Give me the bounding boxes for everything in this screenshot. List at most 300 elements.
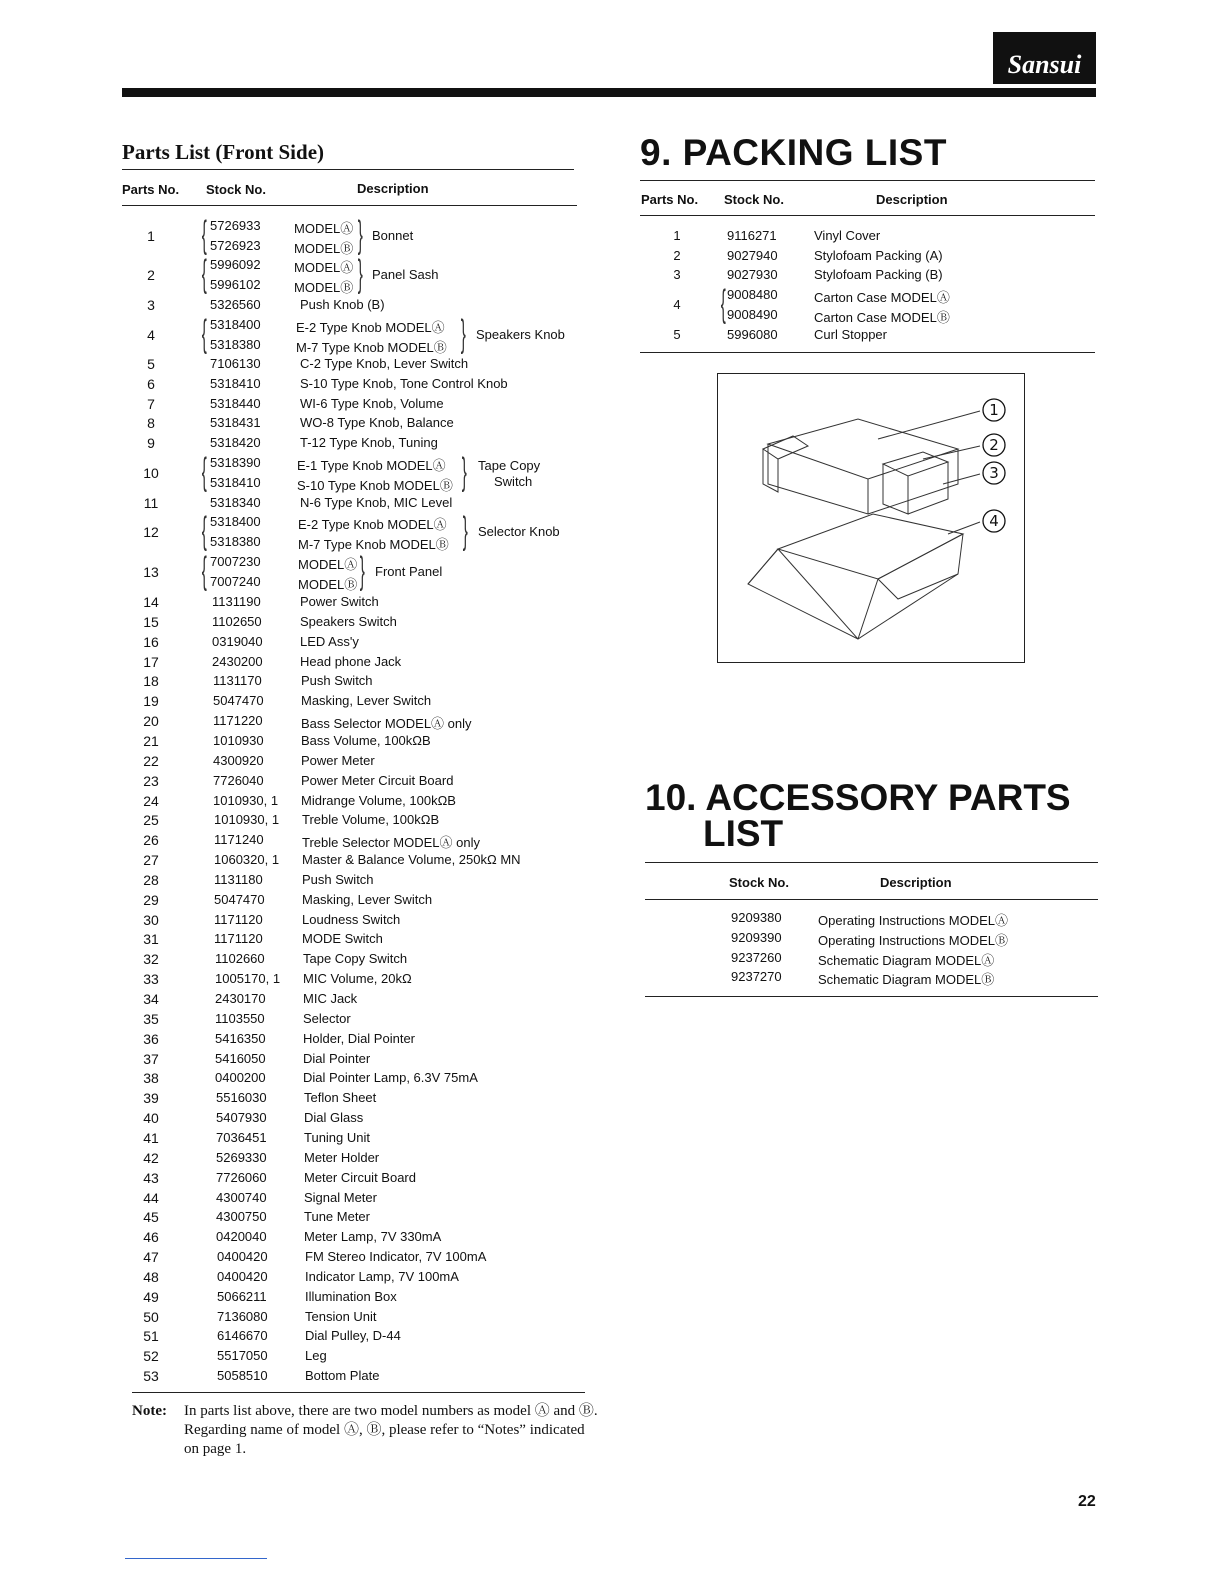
stock-no: 9116271 — [727, 228, 777, 243]
parts-no: 25 — [143, 812, 159, 829]
accessory-col-stock-no: Stock No. — [729, 875, 789, 890]
description: Head phone Jack — [300, 653, 402, 669]
divider — [645, 899, 1098, 900]
stock-no: 5047470 — [213, 693, 264, 709]
table-row — [122, 1150, 582, 1170]
parts-no: 27 — [143, 852, 159, 869]
description: Dial Pointer Lamp, 6.3V 75mA — [303, 1070, 478, 1086]
stock-no: 1010930 — [213, 732, 264, 748]
table-row — [122, 1031, 582, 1051]
stock-no: 5318390 — [210, 455, 261, 470]
parts-no: 24 — [143, 792, 159, 809]
parts-no: 34 — [143, 991, 159, 1007]
table-row — [122, 415, 582, 435]
stock-no: 1171240 — [214, 832, 264, 848]
description: Stylofoam Packing (B) — [814, 267, 943, 282]
parts-no: 2 — [673, 248, 681, 263]
stock-no: 5318410 — [210, 475, 261, 490]
parts-no: 35 — [143, 1010, 159, 1027]
note-text — [184, 1402, 602, 1459]
table-row — [122, 1328, 582, 1348]
description: E-2 Type Knob MODELⒶ — [298, 517, 447, 532]
description: T-12 Type Knob, Tuning — [300, 435, 438, 451]
parts-no: 4 — [147, 327, 155, 343]
group-label: Selector Knob — [478, 524, 560, 539]
stock-no: 5407930 — [216, 1110, 267, 1126]
table-row — [122, 297, 582, 317]
description: E-1 Type Knob MODELⒶ — [297, 458, 446, 473]
description: E-2 Type Knob MODELⒶ — [296, 320, 445, 335]
description: Illumination Box — [305, 1288, 397, 1304]
description: Dial Pointer — [303, 1050, 371, 1066]
divider — [640, 352, 1095, 353]
description: Operating Instructions MODELⒶ — [818, 913, 1009, 928]
table-row — [122, 912, 582, 932]
table-row — [122, 634, 582, 654]
description: FM Stereo Indicator, 7V 100mA — [305, 1249, 487, 1265]
brace-right: } — [461, 451, 467, 493]
description: Midrange Volume, 100kΩB — [301, 792, 456, 808]
note-line-2: Regarding name of model Ⓐ, Ⓑ, please refer to “Notes” indicated on page 1. — [184, 1422, 585, 1457]
table-row — [640, 267, 1095, 287]
parts-no: 49 — [143, 1288, 159, 1305]
table-row — [122, 1368, 582, 1388]
parts-no: 39 — [143, 1090, 159, 1107]
description: Meter Holder — [304, 1149, 380, 1165]
parts-no: 43 — [143, 1169, 159, 1186]
description: Bass Selector MODELⒶ only — [301, 716, 472, 732]
header-rule — [122, 88, 1096, 97]
packing-col-stock-no: Stock No. — [724, 192, 784, 207]
divider — [645, 996, 1098, 997]
stock-no: 9027940 — [727, 248, 778, 263]
stock-no: 1171120 — [214, 931, 263, 947]
table-row — [122, 1309, 582, 1329]
parts-no: 29 — [143, 891, 159, 908]
table-row — [122, 614, 582, 634]
stock-no: 1131170 — [213, 673, 262, 689]
description: MODELⒶ — [294, 260, 354, 275]
col-header-stock-no: Stock No. — [206, 182, 266, 197]
table-row — [645, 969, 1100, 989]
stock-no: 5318380 — [210, 534, 261, 549]
table-row — [122, 1011, 582, 1031]
stock-no: 7726040 — [213, 772, 264, 788]
table-row — [122, 1070, 582, 1090]
table-row — [640, 248, 1095, 268]
divider — [122, 169, 574, 170]
stock-no: 5996080 — [727, 327, 778, 342]
description: LED Ass'y — [300, 633, 359, 649]
parts-no: 50 — [143, 1308, 159, 1325]
table-row — [122, 495, 582, 515]
stock-no: 1102650 — [212, 613, 262, 629]
table-row — [640, 307, 1095, 327]
description: N-6 Type Knob, MIC Level — [300, 495, 453, 510]
description: Dial Pulley, D-44 — [305, 1328, 401, 1344]
description: MODELⒷ — [294, 241, 354, 256]
table-row — [122, 753, 582, 773]
stock-no: 9008490 — [727, 307, 778, 322]
group-label: Bonnet — [372, 228, 414, 243]
description: Push Switch — [301, 673, 373, 689]
description: Schematic Diagram MODELⒷ — [818, 972, 995, 988]
parts-no: 5 — [147, 356, 155, 372]
stock-no: 1060320, 1 — [214, 852, 280, 868]
parts-no: 12 — [143, 524, 159, 540]
parts-no: 44 — [143, 1189, 159, 1206]
table-row-group — [122, 510, 582, 554]
table-row — [122, 1348, 582, 1368]
description: Bottom Plate — [305, 1368, 380, 1384]
stock-no: 5269330 — [216, 1149, 267, 1165]
divider — [640, 180, 1095, 181]
table-row — [122, 951, 582, 971]
parts-no: 3 — [147, 297, 155, 313]
stock-no: 7007240 — [210, 574, 261, 589]
table-row — [122, 892, 582, 912]
description: MODELⒶ — [298, 557, 358, 572]
parts-no: 23 — [143, 772, 159, 789]
table-row — [122, 991, 582, 1011]
table-row — [122, 1130, 582, 1150]
group-label: Tape Copy — [478, 458, 541, 473]
description: WO-8 Type Knob, Balance — [300, 415, 454, 431]
stock-no: 9237270 — [731, 969, 782, 985]
table-row — [122, 872, 582, 892]
stock-no: 7726060 — [216, 1169, 267, 1185]
parts-no: 31 — [143, 931, 159, 948]
description: Tuning Unit — [304, 1129, 370, 1145]
stock-no: 5516030 — [216, 1090, 267, 1106]
table-row — [645, 950, 1100, 970]
parts-no: 41 — [143, 1129, 159, 1146]
stock-no: 5416050 — [215, 1050, 266, 1066]
table-row — [122, 435, 582, 455]
stock-no: 5066211 — [217, 1288, 267, 1304]
description: Operating Instructions MODELⒷ — [818, 932, 1009, 948]
description: Power Switch — [300, 594, 379, 609]
brace-left: { — [201, 253, 207, 295]
group-label: Panel Sash — [372, 267, 439, 282]
table-row — [122, 396, 582, 416]
group-label: Front Panel — [375, 564, 443, 579]
stock-no: 1010930, 1 — [213, 792, 279, 808]
description: Bass Volume, 100kΩB — [301, 732, 431, 748]
brace-left: { — [201, 451, 207, 493]
stock-no: 0420040 — [216, 1229, 267, 1245]
stock-no: 4300740 — [216, 1189, 267, 1205]
description: Power Meter Circuit Board — [301, 772, 454, 788]
parts-no: 42 — [143, 1149, 159, 1166]
table-row — [122, 1051, 582, 1071]
group-label: Speakers Knob — [476, 327, 565, 342]
stock-no: 5318410 — [210, 375, 261, 391]
brace-left: { — [201, 214, 207, 256]
brace-right: } — [357, 214, 363, 256]
table-row — [122, 1229, 582, 1249]
divider — [640, 215, 1095, 216]
description: MIC Volume, 20kΩ — [303, 971, 412, 987]
table-row — [122, 1249, 582, 1269]
table-row — [122, 594, 582, 614]
description: Carton Case MODELⒷ — [814, 310, 950, 325]
table-row — [645, 910, 1100, 930]
stock-no: 7036451 — [216, 1129, 267, 1145]
table-row — [122, 832, 582, 852]
stock-no: 5318440 — [210, 395, 261, 411]
table-row — [122, 1090, 582, 1110]
table-row — [122, 654, 582, 674]
parts-no: 37 — [143, 1050, 159, 1067]
parts-no: 20 — [143, 713, 159, 730]
packing-col-description: Description — [876, 192, 948, 207]
description: Signal Meter — [304, 1189, 377, 1205]
description: Meter Circuit Board — [304, 1169, 416, 1185]
col-header-description: Description — [357, 181, 429, 196]
parts-no: 48 — [143, 1268, 159, 1285]
accessory-title-line-1: 10. ACCESSORY PARTS — [645, 777, 1071, 818]
parts-no: 13 — [143, 564, 159, 580]
parts-no: 26 — [143, 832, 159, 849]
parts-no: 28 — [143, 871, 159, 888]
table-row-group — [122, 451, 582, 495]
callout-1-label: 1 — [989, 401, 999, 419]
brand-text: Sansui — [1007, 50, 1082, 79]
description: Power Meter — [301, 752, 375, 768]
table-row-group — [122, 550, 582, 594]
brand-logo — [993, 32, 1096, 84]
parts-no: 2 — [147, 267, 155, 283]
description: Tape Copy Switch — [303, 951, 408, 967]
description: Push Knob (B) — [300, 297, 385, 312]
stock-no: 9027930 — [727, 267, 778, 282]
parts-no: 51 — [143, 1328, 159, 1345]
stock-no: 5996102 — [210, 277, 261, 292]
stock-no: 5058510 — [217, 1368, 268, 1384]
note-line-1: In parts list above, there are two model numbers as model Ⓐ and Ⓑ. — [184, 1403, 598, 1419]
description: Dial Glass — [304, 1110, 364, 1126]
parts-no: 45 — [143, 1209, 159, 1226]
accessory-title-line-2: LIST — [703, 813, 784, 854]
table-row — [122, 1190, 582, 1210]
table-row — [122, 931, 582, 951]
table-row — [122, 1289, 582, 1309]
stock-no: 1102660 — [215, 951, 265, 967]
callout-2-label: 2 — [989, 436, 999, 454]
stock-no: 1010930, 1 — [214, 812, 280, 828]
stock-no: 5318400 — [210, 514, 261, 529]
table-row — [122, 693, 582, 713]
description: Tune Meter — [304, 1209, 370, 1225]
stock-no: 1131180 — [214, 871, 263, 887]
stock-no: 9209390 — [731, 929, 782, 945]
table-row-group — [122, 214, 582, 258]
parts-no: 21 — [143, 732, 159, 749]
description: Treble Selector MODELⒶ only — [302, 835, 480, 851]
description: Teflon Sheet — [304, 1090, 377, 1106]
table-row-group — [122, 313, 582, 357]
accessory-list-title — [645, 777, 1071, 854]
parts-no: 47 — [143, 1249, 159, 1266]
parts-no: 1 — [147, 228, 155, 244]
stock-no: 5996092 — [210, 257, 261, 272]
description: MODELⒷ — [294, 280, 354, 295]
table-row — [122, 713, 582, 733]
description: Treble Volume, 100kΩB — [302, 812, 440, 828]
parts-no: 16 — [143, 633, 159, 650]
parts-no: 36 — [143, 1030, 159, 1047]
table-row — [122, 1209, 582, 1229]
stock-no: 5318431 — [210, 415, 261, 431]
description: Vinyl Cover — [814, 228, 881, 243]
table-row — [640, 327, 1095, 347]
brace-right: } — [357, 253, 363, 295]
table-row — [122, 1269, 582, 1289]
callout-4-label: 4 — [989, 512, 999, 530]
description: Indicator Lamp, 7V 100mA — [305, 1268, 459, 1284]
brace-right: } — [359, 550, 365, 592]
table-row — [122, 793, 582, 813]
table-row — [122, 773, 582, 793]
parts-no: 19 — [143, 693, 159, 710]
brace-left: { — [201, 550, 207, 592]
parts-no: 3 — [673, 267, 681, 282]
parts-no: 11 — [143, 495, 159, 511]
table-row — [640, 228, 1095, 248]
table-row — [640, 287, 1095, 312]
parts-no: 10 — [143, 465, 159, 481]
stock-no: 7106130 — [210, 356, 261, 371]
parts-no: 30 — [143, 911, 159, 928]
stock-no: 0400420 — [217, 1268, 268, 1284]
description: Leg — [305, 1348, 327, 1364]
table-row — [122, 1110, 582, 1130]
stock-no: 7136080 — [217, 1308, 268, 1324]
divider — [122, 205, 577, 206]
parts-no: 40 — [143, 1110, 159, 1127]
description: Holder, Dial Pointer — [303, 1030, 415, 1046]
table-row — [645, 930, 1100, 950]
description: M-7 Type Knob MODELⒷ — [298, 537, 449, 552]
parts-no: 46 — [143, 1229, 159, 1246]
stock-no: 4300750 — [216, 1209, 267, 1225]
description: Masking, Lever Switch — [302, 891, 433, 907]
stock-no: 5318340 — [210, 495, 261, 510]
description: Meter Lamp, 7V 330mA — [304, 1229, 442, 1245]
stock-no: 0400420 — [217, 1249, 268, 1265]
description: Push Switch — [302, 871, 374, 887]
description: Selector — [303, 1010, 351, 1026]
stock-no: 5318400 — [210, 317, 261, 332]
group-label: Switch — [494, 474, 533, 489]
packing-illustration — [717, 373, 1025, 663]
brace-right: } — [462, 510, 468, 552]
note-label: Note: — [132, 1403, 167, 1419]
description: MODELⒶ — [294, 221, 354, 236]
stock-no: 1171220 — [213, 713, 263, 729]
table-row-group — [122, 253, 582, 297]
parts-no: 9 — [147, 435, 155, 452]
table-row — [122, 1170, 582, 1190]
description: MODE Switch — [302, 931, 383, 947]
stock-no: 5326560 — [210, 297, 261, 312]
stock-no: 2430170 — [215, 991, 266, 1006]
description: MIC Jack — [303, 991, 358, 1006]
description: Curl Stopper — [814, 327, 887, 342]
parts-list-title: Parts List (Front Side) — [122, 140, 325, 164]
description: Speakers Switch — [300, 613, 397, 629]
table-row — [122, 971, 582, 991]
parts-no: 53 — [143, 1368, 159, 1385]
parts-no: 52 — [143, 1348, 159, 1365]
stock-no: 5047470 — [214, 891, 265, 907]
stock-no: 9237260 — [731, 949, 782, 965]
parts-no: 32 — [143, 951, 159, 968]
parts-no: 5 — [673, 327, 681, 342]
table-row — [122, 376, 582, 396]
parts-no: 38 — [143, 1070, 159, 1087]
parts-no: 33 — [143, 971, 159, 988]
parts-no: 22 — [143, 752, 159, 769]
stock-no: 5318380 — [210, 337, 261, 352]
description: Carton Case MODELⒶ — [814, 290, 950, 305]
stock-no: 0400200 — [215, 1070, 266, 1086]
description: WI-6 Type Knob, Volume — [300, 395, 444, 411]
callout-3-label: 3 — [989, 464, 999, 482]
stock-no: 5318420 — [210, 435, 261, 451]
col-header-parts-no: Parts No. — [122, 182, 180, 197]
stock-no: 5517050 — [217, 1348, 268, 1364]
description: Loudness Switch — [302, 911, 401, 927]
brace-right: } — [460, 313, 466, 355]
stock-no: 7007230 — [210, 554, 261, 569]
parts-no: 6 — [147, 375, 155, 392]
packing-drawing — [718, 374, 1023, 661]
description: MODELⒷ — [298, 577, 358, 592]
divider — [645, 862, 1098, 863]
parts-no: 1 — [673, 228, 681, 243]
footer-line — [125, 1558, 267, 1559]
description: Masking, Lever Switch — [301, 693, 432, 709]
stock-no: 5726923 — [210, 238, 261, 253]
description: S-10 Type Knob MODELⒷ — [297, 478, 453, 493]
description: S-10 Type Knob, Tone Control Knob — [300, 375, 508, 391]
table-row — [122, 733, 582, 753]
description: Master & Balance Volume, 250kΩ MN — [302, 852, 521, 868]
stock-no: 1103550 — [215, 1010, 265, 1026]
stock-no: 1171120 — [214, 911, 263, 927]
stock-no: 5416350 — [215, 1030, 266, 1046]
description: C-2 Type Knob, Lever Switch — [300, 356, 469, 371]
parts-no: 7 — [147, 395, 155, 412]
description: Tension Unit — [305, 1308, 377, 1324]
brace-left: { — [720, 283, 726, 325]
accessory-col-description: Description — [880, 875, 952, 890]
divider — [132, 1392, 585, 1393]
parts-no: 18 — [143, 673, 159, 690]
stock-no: 9008480 — [727, 287, 778, 302]
table-row — [122, 356, 582, 376]
packing-list-title: 9. PACKING LIST — [640, 132, 947, 173]
parts-no: 4 — [673, 297, 681, 312]
packing-col-parts-no: Parts No. — [641, 192, 699, 207]
parts-no: 17 — [143, 653, 159, 670]
brace-left: { — [201, 510, 207, 552]
stock-no: 6146670 — [217, 1328, 268, 1344]
stock-no: 1131190 — [212, 594, 261, 609]
brace-left: { — [201, 313, 207, 355]
